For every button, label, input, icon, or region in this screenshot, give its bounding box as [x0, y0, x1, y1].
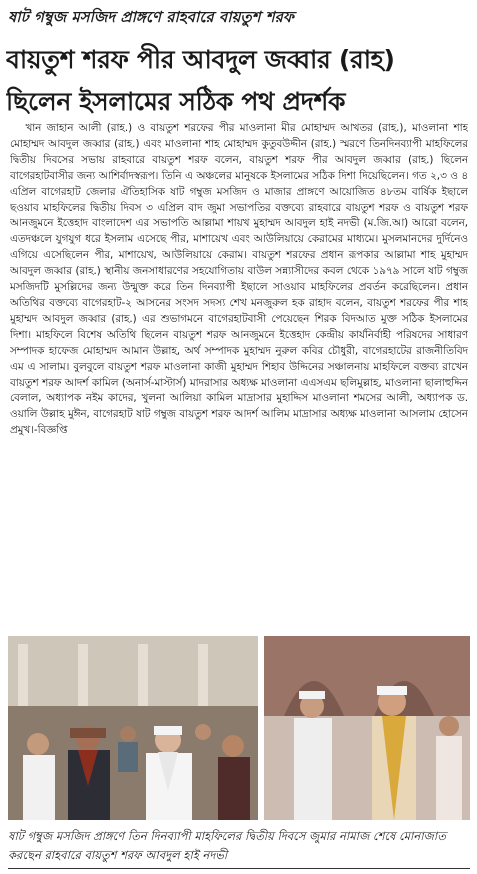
- kicker-line: ষাট গম্বুজ মসজিদ প্রাঙ্গণে রাহবারে বায়তুশ শরফ: [8, 8, 294, 26]
- headline-line-2: ছিলেন ইসলামের সঠিক পথ প্রদর্শক: [6, 87, 346, 116]
- mosque-interior-prayer-photo: [264, 636, 470, 820]
- crowd-illustration: [8, 636, 258, 820]
- crowd-praying-photo: [8, 636, 258, 820]
- headline-line-1: বায়তুশ শরফ পীর আবদুল জব্বার (রাহ): [6, 45, 395, 74]
- article-body: খান জাহান আলী (রাহ.) ও বায়তুশ শরফের পীর মাওলানা মীর মোহাম্মদ আখতর (রাহ.), মাওলানা শাহ মোহাম্মদ আবদুল জব্বার (রাহ.) এবং মাওলানা শাহ মোহাম্মদ কুতুবউদ্দীন (রাহ.) স্মরণে তিনদিনব্যাপী মাহফিলের দ্বিতীয় দিবসের সভায় রাহবারে বায়তুশ শরফ বলেন, বায়তুশ শরফ পীর আবদুল জব্বার (রাহ.) ছিলেন বাগেরহাটবাসীর জন্য আশির্বাদস্বরূপ। তিনি এ অঞ্চলের মানুষকে ইসলামের সঠিক দিশা দিয়েছিলেন। গত ২,৩ ও ৪ এপ্রিল বাগেরহাট জেলার ঐতিহাসিক ষাট গম্বুজ মসজিদ ও মাজার প্রাঙ্গণে আয়োজিত ৪৮তম বার্ষিক ইছালে ছওয়াব মাহফিলের দ্বিতীয় দিবস ৩ এপ্রিল বাদ জুমা সভাপতির বক্তব্যে রাহবারে বায়তুশ শরফ ও বায়তুশ শরফ আনজুমনে ইত্তেহাদ বাংলাদেশ এর সভাপতি আল্লামা শায়খ মুহাম্মদ আবদুল হাই নদভী (ম.জি.আ) আরো বলেন, এতদঞ্চলে যুগযুগ ধরে ইসলাম এসেছে পীর, মাশায়েখ এবং আউলিয়ায়ে কেরামের মাধ্যমে। মুসলমানদের দুর্দিনেও এগিয়ে এসেছিলেন পীর, মাশায়েখ, আউলিয়ায়ে কেরাম। বায়তুশ শরফের প্রধান রূপকার আল্লামা শাহ মুহাম্মদ আবদুল জব্বার (রাহ.) স্থানীয় জনসাধারণের সহযোগিতায় বাউল সন্ন্যাসীদের কবল থেকে ১৯৭৯ সালে ষাট গম্বুজ মসজিদটি মুসল্লিদের জন্য উন্মুক্ত করে তিন দিনব্যাপী ইছালে সাওয়াব মাহফিলের প্রবর্তন করেছিলেন। প্রধান অতিথির বক্তব্যে বাগেরহাট-২ আসনের সংসদ সদস্য শেখ মনজুরুল হক রাহাদ বলেন, বায়তুশ শরফের পীর শাহ মুহাম্মদ আবদুল জব্বার (রাহ.) এর শুভাগমনে বাগেরহাটবাসী পেয়েছেন শিরক বিদআত মুক্ত সঠিক ইসলামের দিশা। মাহফিলে বিশেষ অতিথি ছিলেন বায়তুশ শরফ আনজুমনে ইত্তেহাদ কেন্দ্রীয় কার্যনির্বাহী পরিষদের সাধারণ সম্পাদক হাফেজ মোহাম্মদ আমান উল্লাহ, অর্থ সম্পাদক মুহাম্মদ নুরুল কবির চৌধুরী, বাগেরহাটের রাজনীতিবিদ এম এ সালাম। বুলবুলে বায়তুশ শরফ মাওলানা কাজী মুহাম্মদ শিহাব উদ্দিনের সঞ্চালনায় মাহফিলে বক্তব্য রাখেন বায়তুশ শরফ আদর্শ কামিল (অনার্স-মাস্টার্স) মাদরাসার অধ্যক্ষ মাওলানা এএসএম ছলিমুল্লাহ, মাওলানা ছালাহুদ্দিন বেলাল, অধ্যাপক নইম কাদের, খুলনা আলিয়া কামিল মাদ্রাসার মুহাদ্দিস মাওলানা শমসের আলী, অধ্যাপক ড. ওয়ালি উল্লাহ মুঈন, বাগেরহাট ষাট গম্বুজ বায়তুশ শরফ আদর্শ আলিম মাদ্রাসার অধ্যক্ষ মাওলানা আসলাম হোসেন প্রমুখ।-বিজ্ঞপ্তি: [10, 122, 468, 437]
- bottom-divider: [8, 868, 470, 869]
- photo-strip: [8, 636, 470, 820]
- prayer-illustration: [264, 636, 470, 820]
- photo-caption: ষাট গম্বুজ মসজিদ প্রাঙ্গণে তিন দিনব্যাপী মাহফিলের দ্বিতীয় দিবসে জুমার নামাজ শেষে মোনাজাত করছেন রাহবারে বায়তুশ শরফ আবদুল হাই নদভী: [8, 829, 446, 862]
